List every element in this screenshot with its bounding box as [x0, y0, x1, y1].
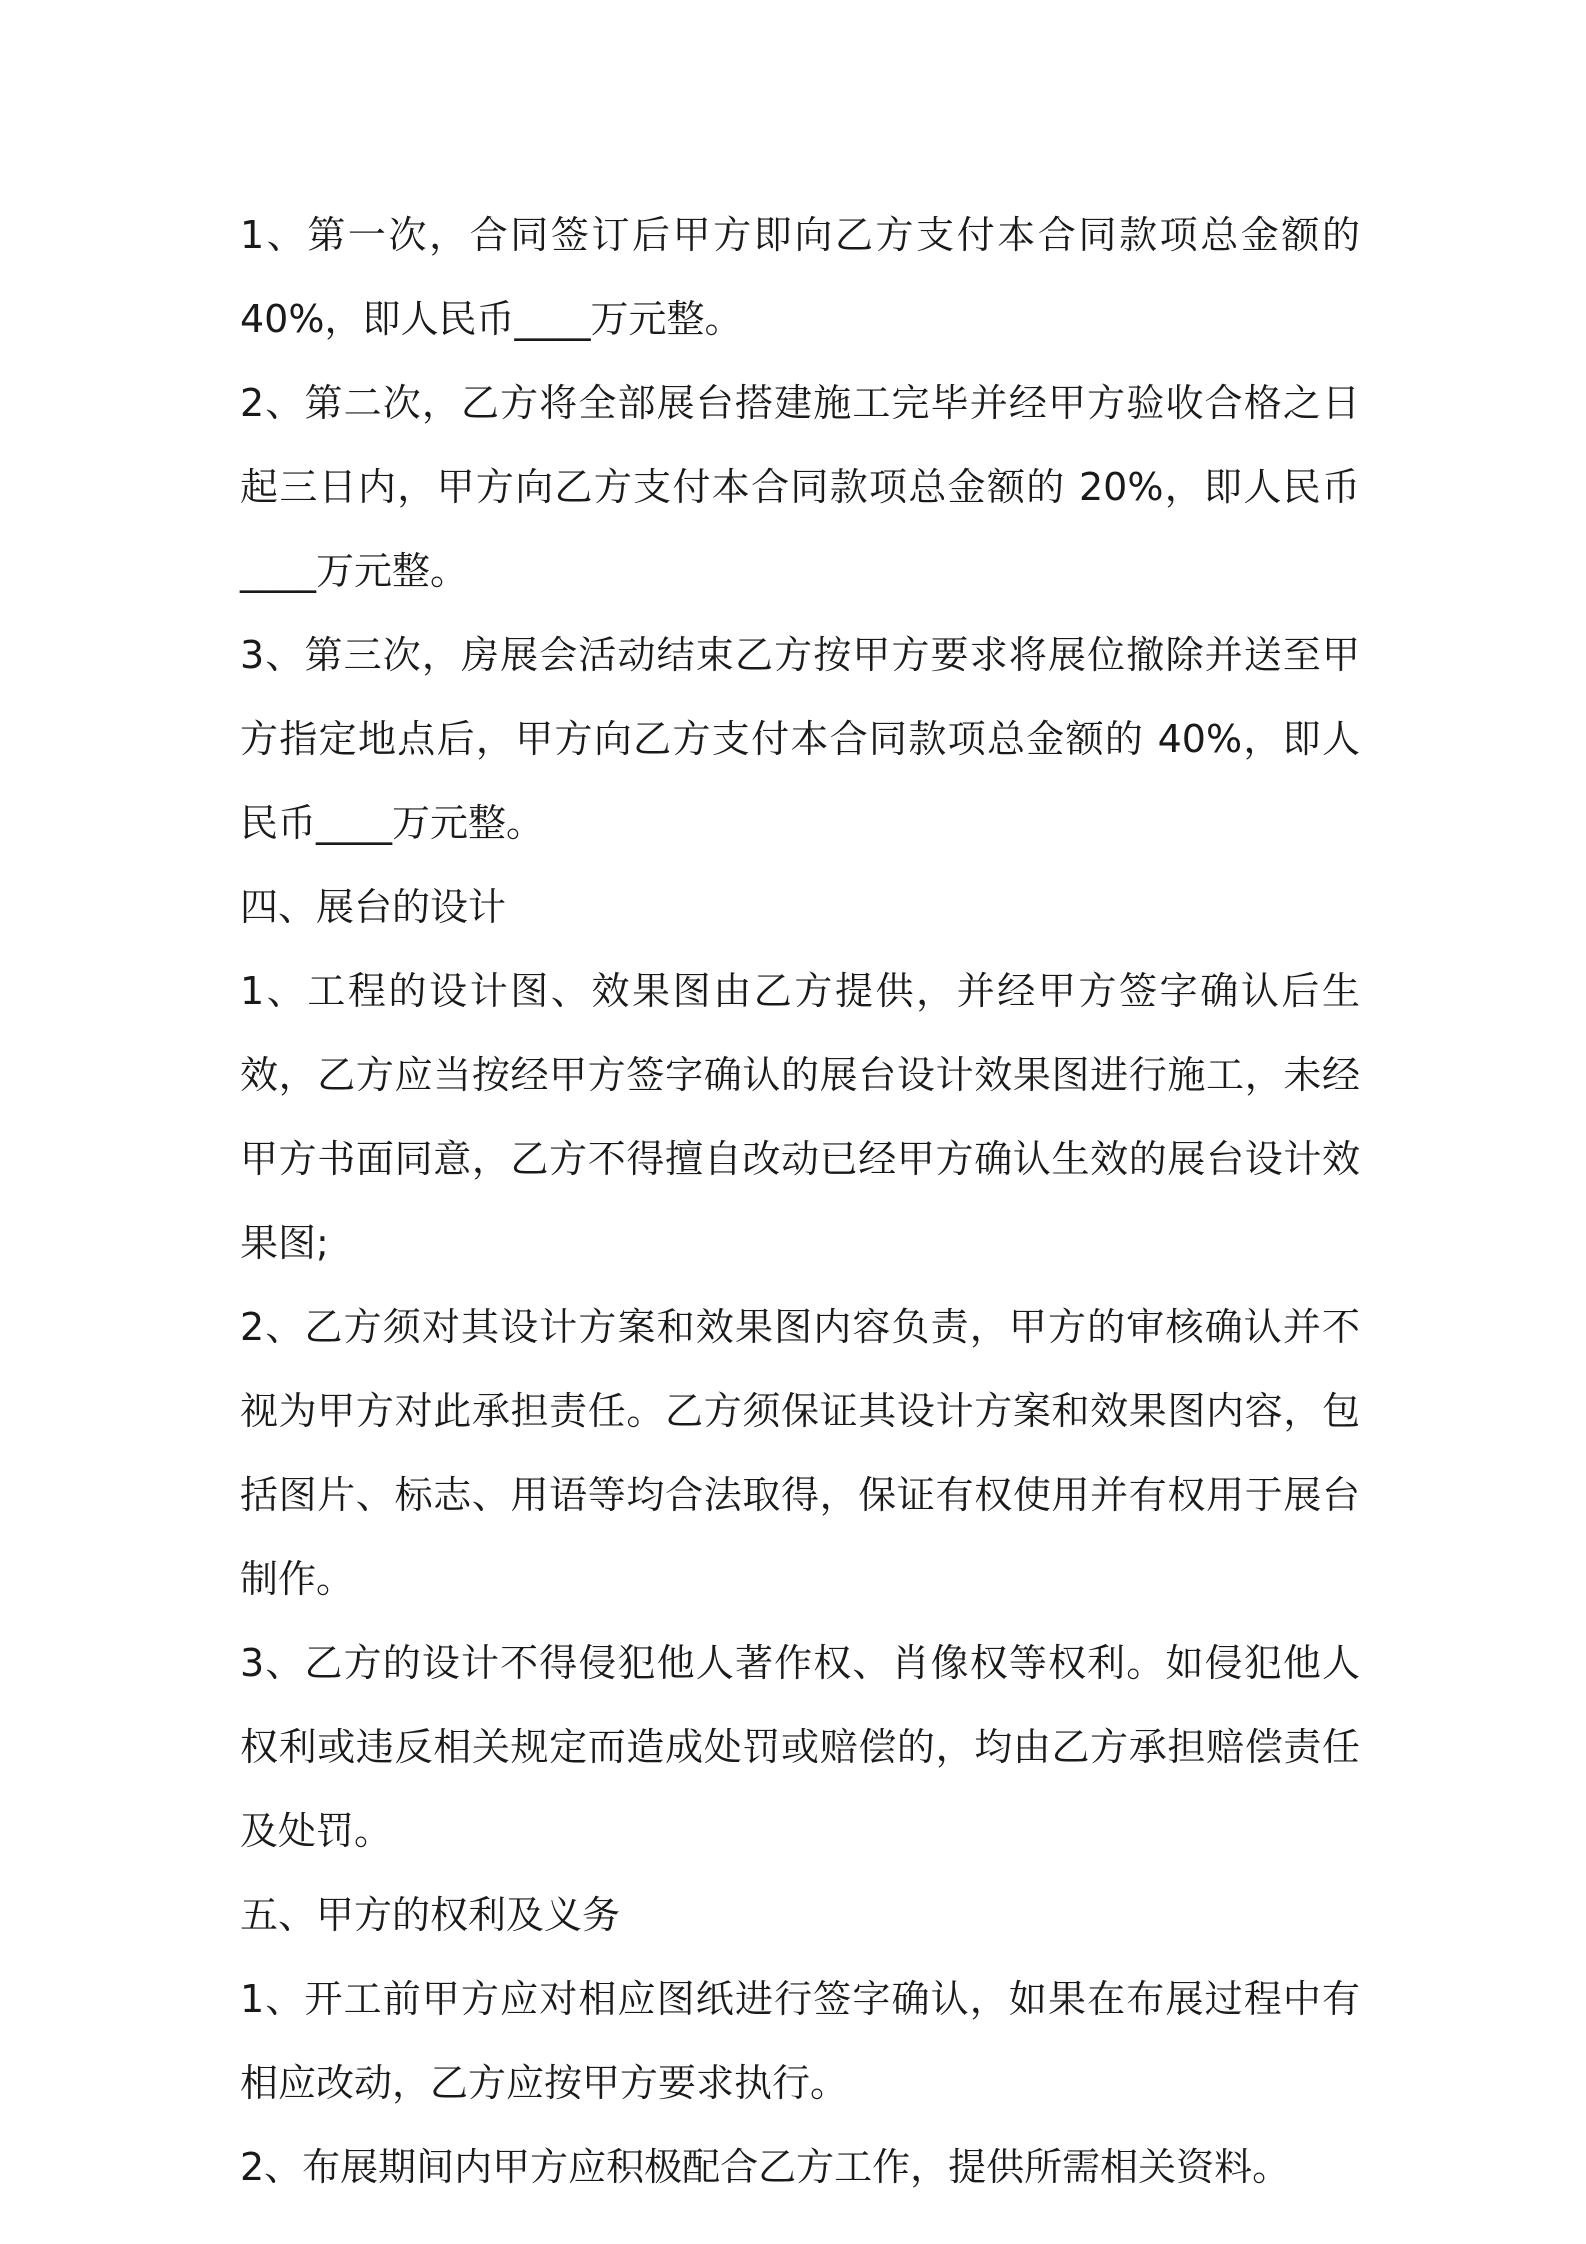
party-a-clause-1: 1、开工前甲方应对相应图纸进行签字确认，如果在布展过程中有相应改动，乙方应按甲方要求执行。: [240, 1977, 1360, 2105]
design-clause-1: 1、工程的设计图、效果图由乙方提供，并经甲方签字确认后生效，乙方应当按经甲方签字确认的展台设计效果图进行施工，未经甲方书面同意，乙方不得擅自改动已经甲方确认生效的展台设计效果图;: [240, 969, 1360, 1265]
payment-clause-1: 1、第一次，合同签订后甲方即向乙方支付本合同款项总金额的40%，即人民币____万元整。: [240, 213, 1360, 341]
payment-clause-2: 2、第二次，乙方将全部展台搭建施工完毕并经甲方验收合格之日起三日内，甲方向乙方支付本合同款项总金额的 20%，即人民币____万元整。: [240, 381, 1360, 593]
payment-clause-3: 3、第三次，房展会活动结束乙方按甲方要求将展位撤除并送至甲方指定地点后，甲方向乙方支付本合同款项总金额的 40%，即人民币____万元整。: [240, 633, 1360, 845]
document-body: [240, 193, 1360, 2209]
section-heading-booth-design: 四、展台的设计: [240, 885, 507, 929]
design-clause-3: 3、乙方的设计不得侵犯他人著作权、肖像权等权利。如侵犯他人权利或违反相关规定而造成处罚或赔偿的，均由乙方承担赔偿责任及处罚。: [240, 1641, 1360, 1853]
party-a-clause-2: 2、布展期间内甲方应积极配合乙方工作，提供所需相关资料。: [240, 2145, 1291, 2189]
design-clause-2: 2、乙方须对其设计方案和效果图内容负责，甲方的审核确认并不视为甲方对此承担责任。乙方须保证其设计方案和效果图内容，包括图片、标志、用语等均合法取得，保证有权使用并有权用于展台制作。: [240, 1305, 1360, 1601]
section-heading-party-a-rights: 五、甲方的权利及义务: [240, 1893, 621, 1937]
